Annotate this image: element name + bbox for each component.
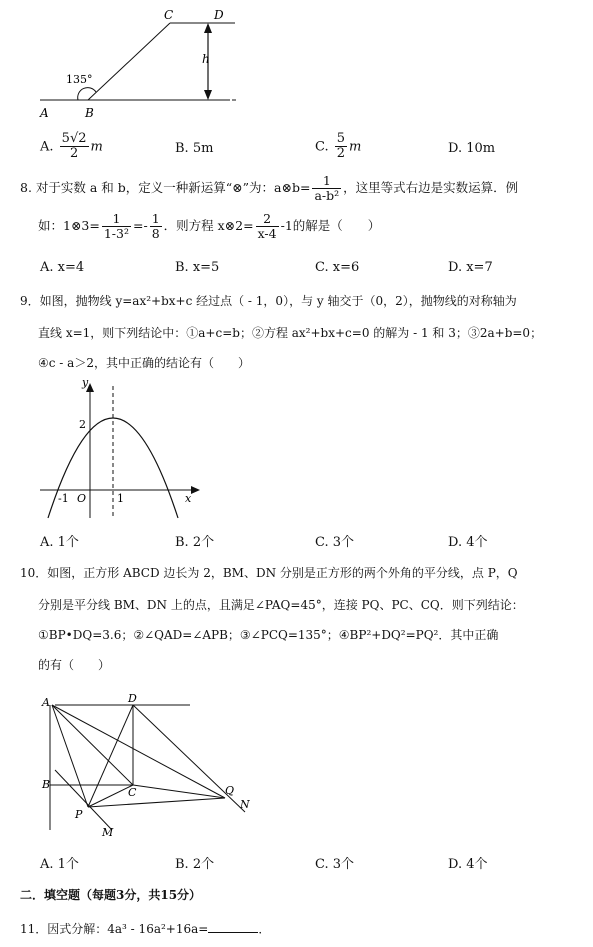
label-A: A [40, 106, 49, 120]
y-label: y [82, 378, 89, 389]
numerator: 1 [102, 212, 131, 227]
arrow-down-icon [204, 90, 212, 100]
label-C: C [128, 786, 137, 799]
q11-end: ． [258, 922, 271, 936]
x-label: x [185, 492, 192, 505]
label-2: 2 [79, 418, 86, 431]
denominator: 1-3² [103, 225, 129, 241]
fraction [256, 212, 279, 241]
line-PQ [88, 798, 225, 807]
option-label: C. [315, 139, 329, 155]
numerator: 5√2 [61, 131, 87, 146]
label-B: B [85, 106, 94, 120]
slope-line [88, 23, 170, 100]
section-2-heading: 二．填空题（每题3分，共15分） [20, 888, 202, 902]
denominator: 2 [69, 146, 79, 162]
label-M: M [102, 826, 114, 839]
q10-line-2: 分别是平分线 BM、DN 上的点，且满足∠PAQ=45°，连接 PQ、PC、CQ．则下列结论： [38, 598, 524, 612]
label-D: D [128, 692, 137, 705]
fraction [150, 212, 162, 241]
x-axis-arrow-icon [191, 486, 200, 494]
line-AQ [52, 705, 225, 798]
label-origin: O [77, 492, 87, 505]
text: =- [133, 217, 148, 233]
unit: m [90, 139, 103, 155]
label-D: D [214, 8, 224, 22]
q10-option-c[interactable]: C. 3个 [315, 857, 355, 872]
q11-line [20, 920, 270, 937]
q10-square-figure [30, 690, 270, 845]
label-A: A [42, 696, 50, 709]
label-B: B [42, 778, 51, 791]
denominator: a-b² [314, 187, 340, 203]
text: -1的解是（ ） [280, 217, 381, 233]
text: ，这里等式右边是实数运算．例 [343, 179, 519, 195]
denominator: x-4 [257, 225, 277, 241]
label-N: N [240, 798, 250, 811]
answer-blank[interactable] [208, 921, 258, 933]
q10-line-3: ①BP•DQ=3.6；②∠QAD=∠APB；③∠PCQ=135°；④BP²+DQ²=PQ²．其中正确 [38, 628, 499, 642]
q9-option-b[interactable]: B. 2个 [175, 535, 215, 550]
q9-option-a[interactable]: A. 1个 [40, 535, 79, 550]
q9-option-d[interactable]: D. 4个 [448, 535, 488, 550]
label-h: h [202, 52, 210, 66]
numerator: 5 [336, 131, 346, 146]
q8-option-b[interactable]: B. x=5 [175, 260, 220, 275]
q7-option-a[interactable] [40, 132, 103, 162]
option-label: A. [40, 139, 54, 155]
numerator: 2 [256, 212, 279, 227]
angle-arc [78, 88, 96, 100]
q10-line-4: 的有（ ） [38, 658, 111, 672]
arrow-up-icon [204, 23, 212, 33]
fraction [60, 132, 89, 162]
denominator: 8 [151, 225, 160, 241]
q8-option-a[interactable]: A. x=4 [40, 260, 85, 275]
q11-text: 11．因式分解：4a³ - 16a²+16a= [20, 922, 209, 936]
label-angle: 135° [66, 73, 93, 86]
q8-line-1 [20, 174, 518, 203]
numerator: 1 [151, 211, 160, 226]
q10-line-1: 10．如图，正方形 ABCD 边长为 2，BM、DN 分别是正方形的两个外角的平分线，点 P，Q [20, 566, 518, 580]
q7-option-b[interactable]: B. 5m [175, 141, 214, 156]
line-PC [88, 785, 133, 807]
q9-line-3: ④c - a＞2，其中正确的结论有（ ） [38, 356, 250, 370]
q7-option-d[interactable]: D. 10m [448, 141, 496, 156]
q9-line-2: 直线 x=1，则下列结论中：①a+c=b；②方程 ax²+bx+c=0 的解为 - 1 和 3；③2a+b=0； [38, 326, 543, 340]
q8-option-c[interactable]: C. x=6 [315, 260, 360, 275]
q10-option-a[interactable]: A. 1个 [40, 857, 79, 872]
q8-line-2 [38, 212, 380, 241]
numerator: 1 [312, 174, 341, 189]
text: 8. 对于实数 a 和 b，定义一种新运算“⊗”为：a⊗b= [20, 179, 311, 195]
fraction [312, 174, 341, 203]
line-PD [88, 705, 133, 807]
q7-option-c[interactable] [315, 132, 361, 162]
q8-option-d[interactable]: D. x=7 [448, 260, 493, 275]
label-P: P [75, 808, 83, 821]
label-neg1: -1 [58, 492, 69, 505]
text: 如：1⊗3= [38, 217, 100, 233]
label-C: C [164, 8, 174, 22]
q9-option-c[interactable]: C. 3个 [315, 535, 355, 550]
label-Q: Q [225, 784, 235, 797]
unit: m [349, 139, 362, 155]
denominator: 2 [336, 146, 346, 162]
diagonal-AC [52, 705, 133, 785]
q9-line-1: 9．如图，抛物线 y=ax²+bx+c 经过点（ - 1，0），与 y 轴交于（0，2），抛物线的对称轴为 [20, 294, 517, 308]
text: ．则方程 x⊗2= [163, 217, 254, 233]
q10-option-d[interactable]: D. 4个 [448, 857, 488, 872]
label-1: 1 [117, 492, 124, 505]
q10-option-b[interactable]: B. 2个 [175, 857, 215, 872]
q7-figure [30, 5, 250, 120]
line-CQ [133, 785, 225, 798]
line-AP [52, 705, 88, 807]
q9-parabola-graph [30, 378, 210, 523]
fraction [102, 212, 131, 241]
fraction [335, 132, 347, 162]
